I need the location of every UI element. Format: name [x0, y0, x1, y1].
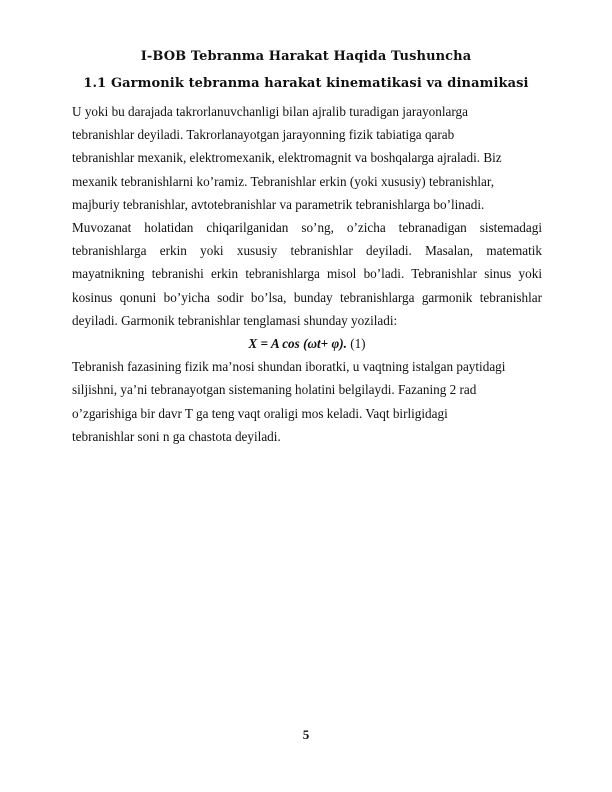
text-line: o’zgarishiga bir davr T ga teng vaqt oraligi mos keladi. Vaqt birligidagi — [72, 405, 448, 421]
text-line: tebranishlarga erkin yoki xususiy tebranishlar deyiladi. Masalan, matematik — [72, 243, 542, 259]
text-line: Muvozanat holatidan chiqarilganidan so’ng, o’zicha tebranadigan sistemadagi — [72, 220, 542, 236]
text-line: U yoki bu darajada takrorlanuvchanligi bilan ajralib turadigan jarayonlarga — [72, 104, 468, 119]
equation — [72, 332, 542, 355]
text-line: deyiladi. Garmonik tebranishlar tenglamasi shunday yoziladi: — [72, 312, 398, 328]
page-number: 5 — [302, 727, 310, 742]
equation-number: (1) — [350, 336, 366, 352]
text-line: siljishni, ya’ni tebranayotgan sistemaning holatini belgilaydi. Fazaning 2 rad — [72, 382, 477, 398]
chapter-title: I-BOB Tebranma Harakat Haqida Tushuncha — [140, 49, 472, 64]
section-title: 1.1 Garmonik tebranma harakat kinematikasi va dinamikasi — [83, 76, 529, 91]
text-line: majburiy tebranishlar, avtotebranishlar va parametrik tebranishlarga bo’linadi. — [72, 196, 485, 212]
text-line: Tebranish fazasining fizik ma’nosi shundan iboratki, u vaqtning istalgan paytidagi — [72, 359, 506, 375]
text-line: tebranishlar deyiladi. Takrorlanayotgan jarayonning fizik tabiatiga qarab — [72, 127, 455, 143]
text-line: mexanik tebranishlarni ko’ramiz. Tebranishlar erkin (yoki xususiy) tebranishlar, — [72, 173, 495, 189]
text-line: kosinus qonuni bo’yicha sodir bo’lsa, bunday tebranishlarga garmonik tebranishlar — [72, 289, 542, 305]
text-line: tebranishlar soni n ga chastota deyiladi. — [72, 428, 281, 444]
text-line: tebranishlar mexanik, elektromexanik, elektromagnit va boshqalarga ajraladi. Biz — [72, 150, 502, 166]
text-line: mayatnikning tebranishi erkin tebranishlarga misol bo’ladi. Tebranishlar sinus yoki — [72, 266, 542, 282]
intro-paragraph — [72, 100, 542, 448]
equation-expression: X = A cos (ωt+ φ). — [248, 336, 347, 352]
